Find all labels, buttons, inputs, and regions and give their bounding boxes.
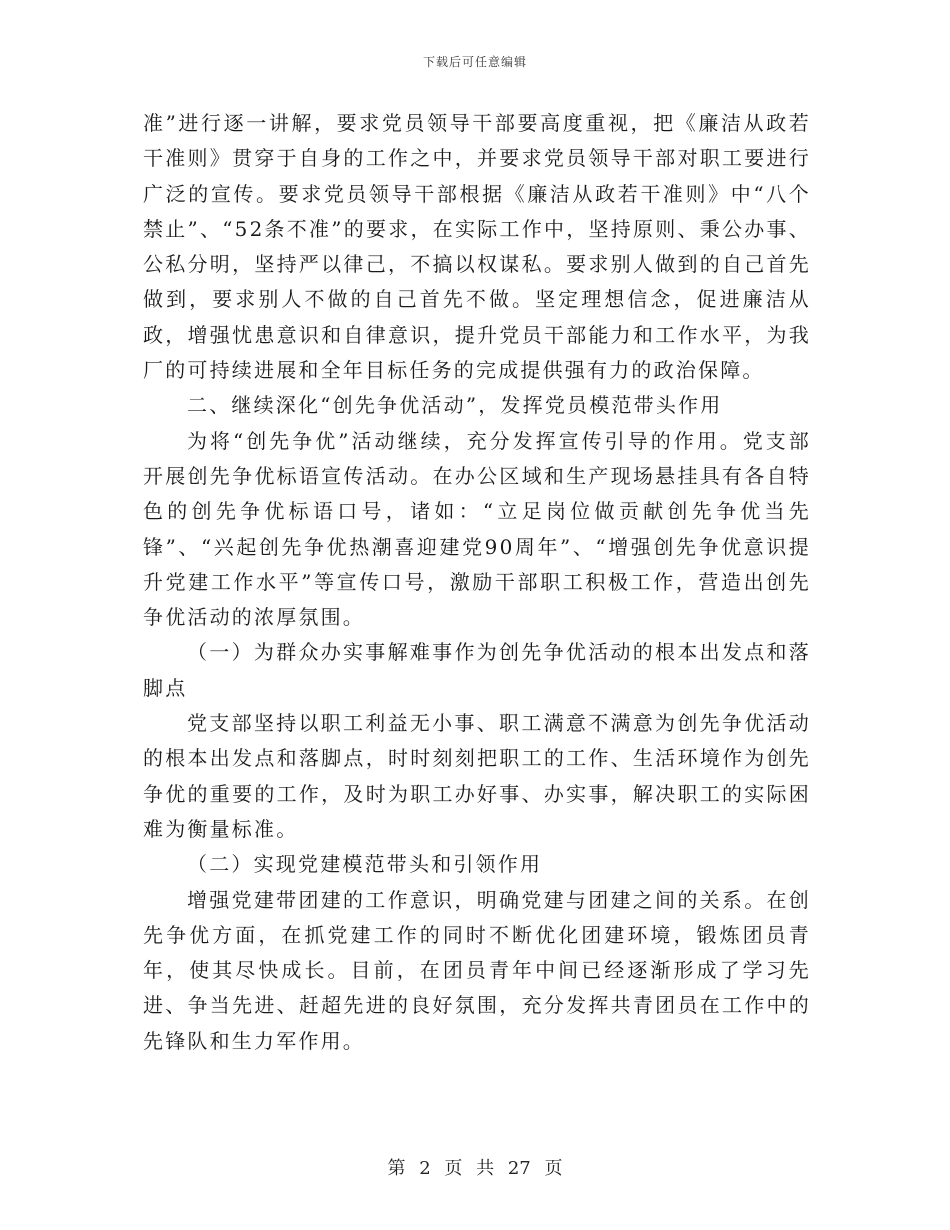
subheading-two: （二）实现党建模范带头和引领作用 [187,852,543,877]
page-footer [0,1154,950,1180]
paragraph-continuation: 准”进行逐一讲解，要求党员领导干部要高度重视，把《廉洁从政若干准则》贯穿于自身的工作之中，并要求党员领导干部对职工要进行广泛的宣传。要求党员领导干部根据《廉洁从政若干准则》中“八个禁止”、“52条不准”的要求，在实际工作中，坚持原则、秉公办事、公私分明，坚持严以律己，不搞以权谋私。要求别人做到的自己首先做到，要求别人不做的自己首先不做。坚定理想信念，促进廉洁从政，增强忧患意识和自律意识，提升党员干部能力和工作水平，为我厂的可持续进展和全年目标任务的完成提供强有力的政治保障。 [143,111,811,383]
header-note: 下载后可任意编辑 [422,55,527,69]
section-heading-two: 二、继续深化“创先争优活动”，发挥党员模范带头作用 [187,393,723,418]
page-number-label: 第 2 页 共 27 页 [387,1158,563,1179]
paragraph-campaign: 为将“创先争优”活动继续，充分发挥宣传引导的作用。党支部开展创先争优标语宣传活动。在办公区域和生产现场悬挂具有各自特色的创先争优标语口号，诸如：“立足岗位做贡献创先争优当先锋”、“兴起创先争优热潮喜迎建党90周年”、“增强创先争优意识提升党建工作水平”等宣传口号，激励干部职工积极工作，营造出创先争优活动的浓厚氛围。 [143,428,811,630]
document-body [143,106,811,1059]
paragraph-workers-interest: 党支部坚持以职工利益无小事、职工满意不满意为创先争优活动的根本出发点和落脚点，时时刻刻把职工的工作、生活环境作为创先争优的重要的工作，及时为职工办好事、办实事，解决职工的实际困难为衡量标准。 [143,711,811,841]
paragraph-party-youth: 增强党建带团建的工作意识，明确党建与团建之间的关系。在创先争优方面，在抓党建工作的同时不断优化团建环境，锻炼团员青年，使其尽快成长。目前，在团员青年中间已经逐渐形成了学习先进、争当先进、赶超先进的良好氛围，充分发挥共青团员在工作中的先锋队和生力军作用。 [143,887,811,1053]
subheading-one: （一）为群众办实事解难事作为创先争优活动的根本出发点和落脚点 [143,640,811,700]
